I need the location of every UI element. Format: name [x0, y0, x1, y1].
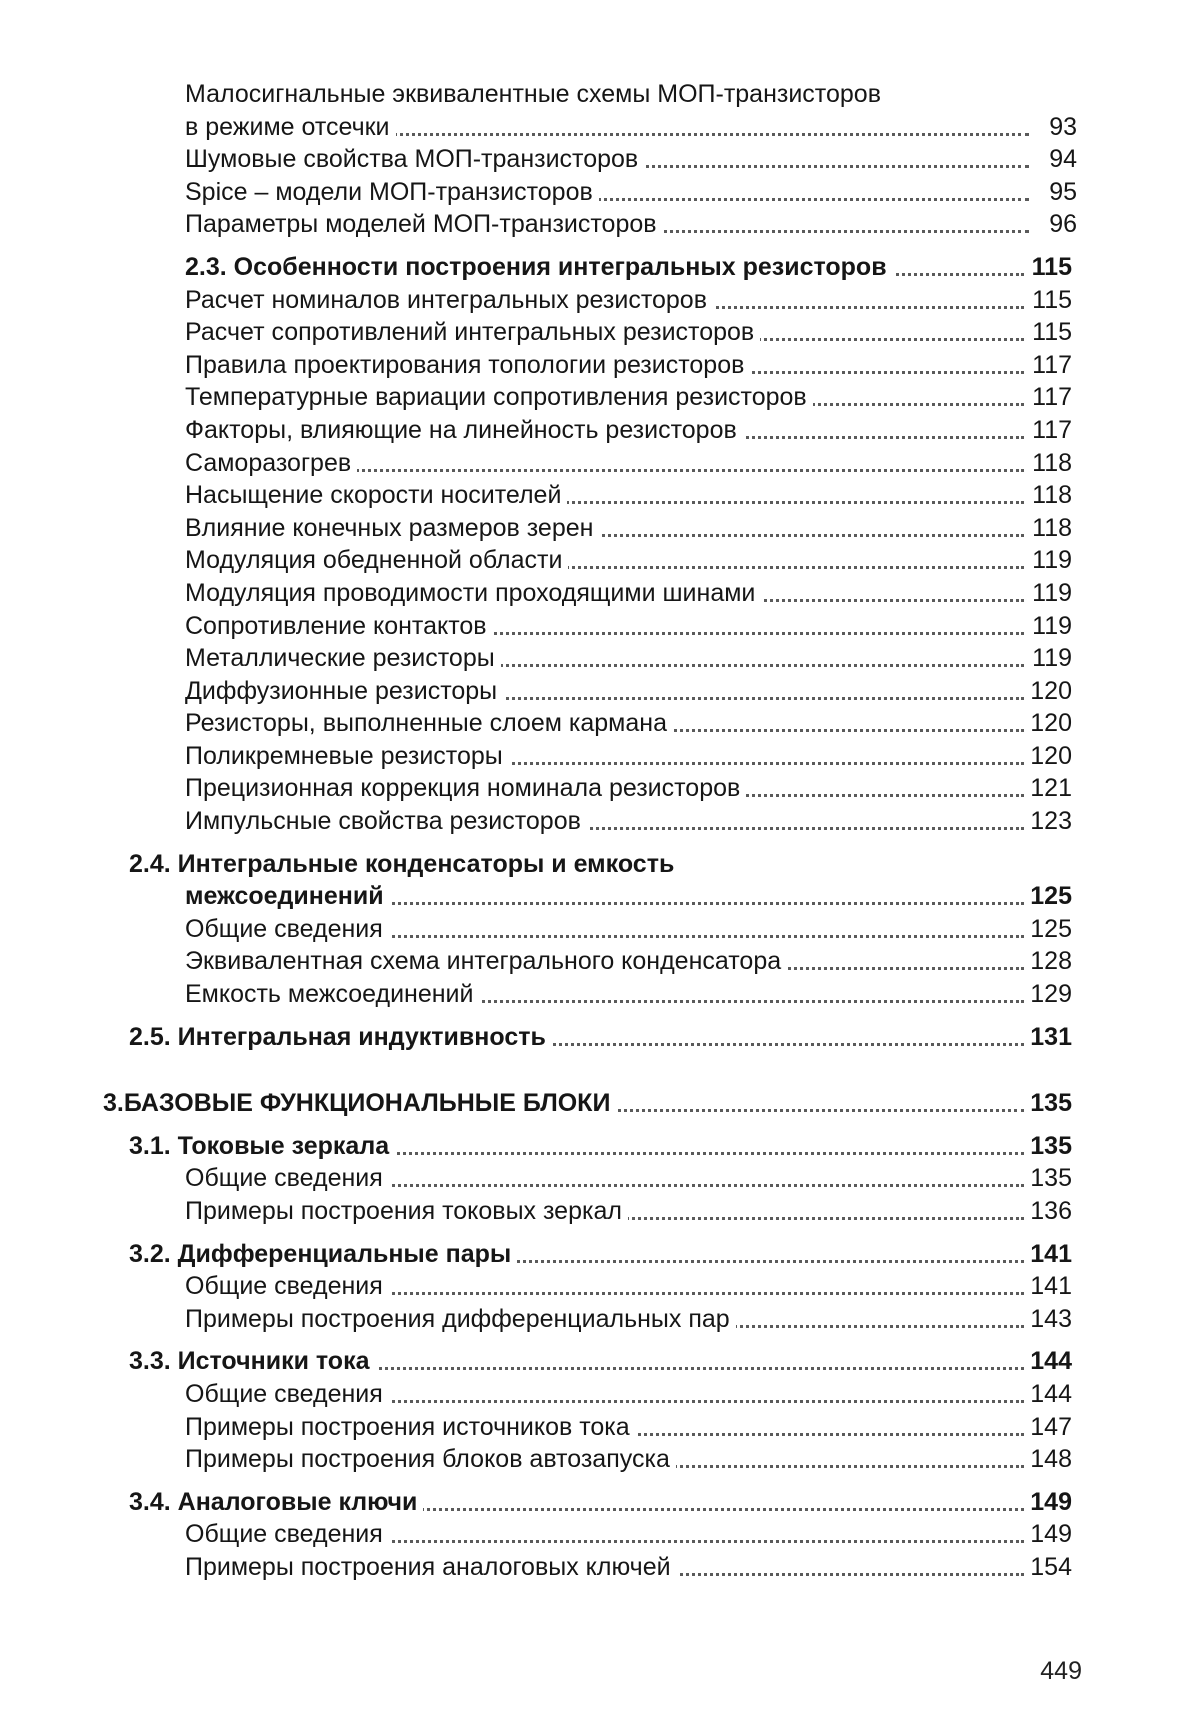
toc-entry-title: Металлические резисторы: [185, 642, 501, 675]
toc-entry-page: 117: [1028, 381, 1072, 414]
toc-entry-page: 123: [1026, 805, 1072, 838]
toc-spacer: [0, 1011, 1200, 1021]
toc-entry-page: 141: [1026, 1238, 1072, 1271]
toc-entry: [0, 978, 1200, 1011]
toc-entry-page: 135: [1026, 1162, 1072, 1195]
toc-entry: [0, 1551, 1200, 1584]
toc-entry-page: 119: [1028, 577, 1072, 610]
toc-spacer: [0, 838, 1200, 848]
toc-entry: [0, 512, 1200, 545]
toc-entry-title: Примеры построения дифференциальных пар: [185, 1303, 736, 1336]
toc-entry-title: Прецизионная коррекция номинала резисторов: [185, 772, 746, 805]
toc-entry-title: Общие сведения: [185, 913, 389, 946]
toc-entry-title: Параметры моделей МОП-транзисторов: [185, 208, 663, 241]
toc-entry-page: 135: [1026, 1087, 1072, 1120]
toc-entry-title: Температурные вариации сопротивления резисторов: [185, 381, 813, 414]
toc-entry-page: 147: [1026, 1411, 1072, 1444]
toc-entry-page: 120: [1026, 675, 1072, 708]
toc-entry-title: Общие сведения: [185, 1162, 389, 1195]
toc-entry-page: 117: [1028, 414, 1072, 447]
toc-spacer: [0, 1120, 1200, 1130]
toc-entry-title: Правила проектирования топологии резисторов: [185, 349, 750, 382]
toc-entry: [0, 610, 1200, 643]
toc-entry-page: 148: [1026, 1443, 1072, 1476]
toc-entry-title: Общие сведения: [185, 1378, 389, 1411]
toc-entry-page: 119: [1028, 642, 1072, 675]
toc-entry-page: 149: [1026, 1486, 1072, 1519]
toc-entry-page: 119: [1028, 544, 1072, 577]
toc-entry: [0, 479, 1200, 512]
toc-entry-title: Импульсные свойства резисторов: [185, 805, 587, 838]
toc-entry: [0, 740, 1200, 773]
toc-entry: [0, 111, 1200, 144]
toc-entry: [0, 316, 1200, 349]
toc-entry-page: 131: [1026, 1021, 1072, 1054]
toc-entry-title: 2.5. Интегральная индуктивность: [129, 1021, 552, 1054]
toc-entry: [0, 1130, 1200, 1163]
toc-entry-page: 125: [1026, 880, 1072, 913]
toc-entry-title: Резисторы, выполненные слоем кармана: [185, 707, 673, 740]
toc-entry-title: Емкость межсоединений: [185, 978, 479, 1011]
toc-entry-page: 128: [1026, 945, 1072, 978]
toc-entry-title: Сопротивление контактов: [185, 610, 493, 643]
toc-entry-title: Малосигнальные эквивалентные схемы МОП-транзисторов: [185, 78, 887, 111]
toc-entry: [0, 1021, 1200, 1054]
toc-entry-title: Примеры построения аналоговых ключей: [185, 1551, 677, 1584]
toc-entry-title: Общие сведения: [185, 1270, 389, 1303]
toc-entry: [0, 772, 1200, 805]
toc-entry: [0, 284, 1200, 317]
toc-entry-page: 115: [1028, 316, 1072, 349]
toc-entry-title: Примеры построения токовых зеркал: [185, 1195, 628, 1228]
toc-entry-page: 119: [1028, 610, 1072, 643]
toc-entry: [0, 848, 1200, 881]
toc-entry: [0, 1087, 1200, 1120]
toc-entry-page: 144: [1026, 1345, 1072, 1378]
toc-entry: [0, 1345, 1200, 1378]
toc-entry-title: Диффузионные резисторы: [185, 675, 503, 708]
toc-entry-title: Саморазогрев: [185, 447, 357, 480]
toc-entry: [0, 78, 1200, 111]
toc-entry: [0, 208, 1200, 241]
toc-entry: [0, 1195, 1200, 1228]
toc-entry: [0, 945, 1200, 978]
toc-spacer: [0, 1228, 1200, 1238]
toc-spacer: [0, 1476, 1200, 1486]
page-number: 449: [1040, 1657, 1082, 1685]
toc-entry-title: Поликремневые резисторы: [185, 740, 509, 773]
toc-entry-title: Spice – модели МОП-транзисторов: [185, 176, 599, 209]
toc-entry: [0, 913, 1200, 946]
toc-entry-title: 3.БАЗОВЫЕ ФУНКЦИОНАЛЬНЫЕ БЛОКИ: [103, 1087, 616, 1120]
toc-entry-title: Примеры построения источников тока: [185, 1411, 636, 1444]
toc-entry: [0, 1378, 1200, 1411]
toc-entry: [0, 805, 1200, 838]
toc-entry: [0, 349, 1200, 382]
toc-entry-page: 95: [1045, 176, 1077, 209]
toc-entry-title: Эквивалентная схема интегрального конденсатора: [185, 945, 787, 978]
toc-entry-title: 3.2. Дифференциальные пары: [129, 1238, 517, 1271]
toc-entry-page: 144: [1026, 1378, 1072, 1411]
toc-entry: [0, 675, 1200, 708]
toc-entry: [0, 707, 1200, 740]
toc-entry: [0, 1518, 1200, 1551]
toc-entry-title: Примеры построения блоков автозапуска: [185, 1443, 676, 1476]
toc-entry-title: Расчет номиналов интегральных резисторов: [185, 284, 713, 317]
toc-entry-page: 135: [1026, 1130, 1072, 1163]
toc-entry-page: 129: [1026, 978, 1072, 1011]
toc-entry-title: Модуляция проводимости проходящими шинами: [185, 577, 761, 610]
toc-entry-page: 96: [1045, 208, 1077, 241]
toc-entry-page: 93: [1045, 111, 1077, 144]
toc-entry-title: межсоединений: [185, 880, 390, 913]
toc-entry-page: 136: [1026, 1195, 1072, 1228]
toc-entry-page: 120: [1026, 707, 1072, 740]
toc-entry-title: Общие сведения: [185, 1518, 389, 1551]
toc-entry-page: 141: [1026, 1270, 1072, 1303]
toc-entry-title: 2.4. Интегральные конденсаторы и емкость: [129, 848, 680, 881]
toc-entry-page: 125: [1026, 913, 1072, 946]
toc-spacer: [0, 241, 1200, 251]
toc-entry-title: в режиме отсечки: [185, 111, 396, 144]
toc-entry: [0, 1411, 1200, 1444]
toc-spacer: [0, 1335, 1200, 1345]
toc-entry: [0, 251, 1200, 284]
toc-entry-title: 3.4. Аналоговые ключи: [129, 1486, 423, 1519]
toc-entry-title: Влияние конечных размеров зерен: [185, 512, 599, 545]
toc-entry: [0, 447, 1200, 480]
toc-entry: [0, 176, 1200, 209]
toc-entry-title: Модуляция обедненной области: [185, 544, 568, 577]
toc-entry-page: 121: [1026, 772, 1072, 805]
toc-entry: [0, 1486, 1200, 1519]
toc-entry-title: Расчет сопротивлений интегральных резисторов: [185, 316, 760, 349]
toc-entry-page: 117: [1028, 349, 1072, 382]
toc-entry: [0, 1162, 1200, 1195]
toc-entry-title: 2.3. Особенности построения интегральных резисторов: [185, 251, 893, 284]
toc-entry-title: 3.3. Источники тока: [129, 1345, 376, 1378]
toc-entry: [0, 414, 1200, 447]
toc-entry: [0, 143, 1200, 176]
toc-entry-title: Шумовые свойства МОП-транзисторов: [185, 143, 644, 176]
toc-entry-title: 3.1. Токовые зеркала: [129, 1130, 395, 1163]
toc-entry: [0, 577, 1200, 610]
toc-entry-page: 94: [1045, 143, 1077, 176]
toc-entry: [0, 1303, 1200, 1336]
toc-entry-page: 115: [1028, 251, 1072, 284]
toc-entry: [0, 642, 1200, 675]
table-of-contents: [0, 78, 1200, 1584]
toc-entry-page: 143: [1026, 1303, 1072, 1336]
toc-entry-title: Факторы, влияющие на линейность резисторов: [185, 414, 743, 447]
toc-entry-page: 118: [1028, 447, 1072, 480]
toc-entry: [0, 381, 1200, 414]
toc-entry-page: 120: [1026, 740, 1072, 773]
toc-entry: [0, 1270, 1200, 1303]
toc-entry-page: 115: [1028, 284, 1072, 317]
toc-entry-page: 149: [1026, 1518, 1072, 1551]
toc-entry-page: 118: [1028, 512, 1072, 545]
toc-entry: [0, 1238, 1200, 1271]
toc-spacer: [0, 1053, 1200, 1087]
toc-entry-page: 154: [1026, 1551, 1072, 1584]
toc-entry: [0, 544, 1200, 577]
toc-entry: [0, 880, 1200, 913]
toc-entry-page: 118: [1028, 479, 1072, 512]
toc-entry-title: Насыщение скорости носителей: [185, 479, 567, 512]
toc-entry: [0, 1443, 1200, 1476]
